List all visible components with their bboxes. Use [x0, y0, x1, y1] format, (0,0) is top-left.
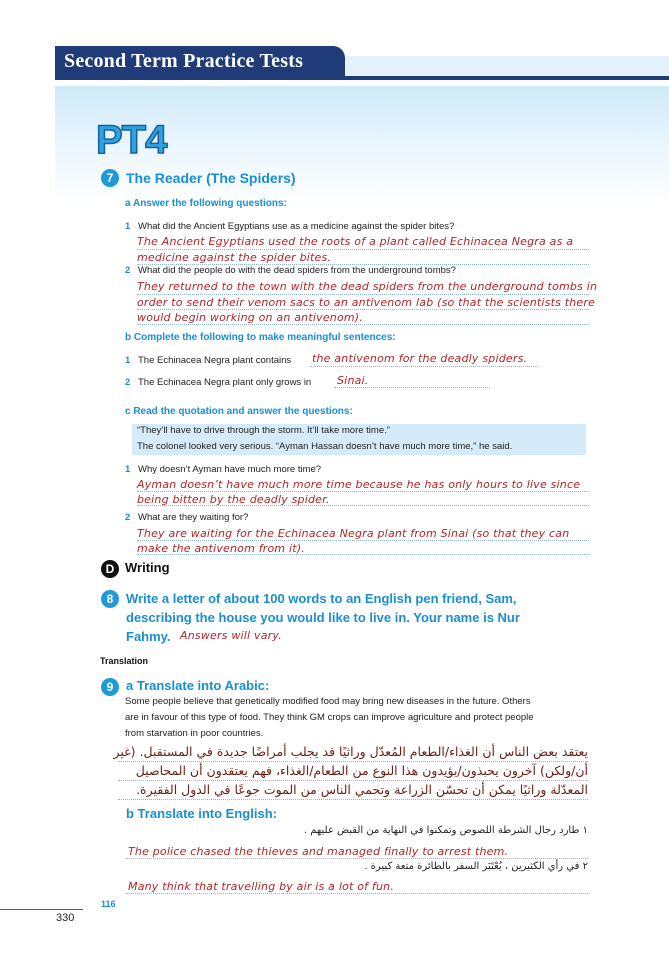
- answer-text: being bitten by the deadly spider.: [137, 493, 330, 506]
- part-b-heading: b Complete the following to make meaningful sentences:: [125, 332, 396, 343]
- writing-title: Writing: [125, 560, 170, 575]
- sentence-text: The Echinacea Negra plant only grows in: [138, 377, 312, 388]
- english-answer: Many think that travelling by air is a lot of fun.: [128, 880, 395, 893]
- answer-line: [137, 249, 589, 250]
- question-text: Why doesn’t Ayman have much more time?: [138, 464, 322, 475]
- translate-arabic-title: a Translate into Arabic:: [126, 678, 270, 693]
- translate-english-title: b Translate into English:: [126, 806, 277, 821]
- answer-text: They are waiting for the Echinacea Negra plant from Sinai (so that they can: [137, 527, 570, 540]
- answer-text: make the antivenom from it).: [137, 542, 306, 555]
- answer-line: [137, 554, 589, 555]
- page-number: 330: [56, 912, 75, 924]
- answer-line: [118, 799, 588, 800]
- answer-line: [137, 505, 589, 506]
- answer-line: [137, 491, 589, 492]
- sentence-number: 2: [125, 377, 131, 388]
- answer-line: [334, 387, 490, 388]
- answer-text: medicine against the spider bites.: [137, 251, 332, 264]
- question-number: 1: [125, 464, 131, 475]
- answer-line: [118, 761, 588, 762]
- section-7-title: The Reader (The Spiders): [126, 170, 296, 186]
- answer-line: [118, 780, 588, 781]
- answer-line: [137, 309, 589, 310]
- writing-prompt-line: describing the house you would like to live in. Your name is Nur: [126, 610, 520, 625]
- arabic-sentence: ١ طارد رجال الشرطة اللصوص وتمكنوا في النهاية من القبض عليهم .: [303, 825, 588, 836]
- answer-line: [137, 294, 589, 295]
- source-paragraph-line: from starvation in poor countries.: [125, 728, 264, 739]
- question-text: What are they waiting for?: [138, 512, 249, 523]
- question-text: What did the Ancient Egyptians use as a medicine against the spider bites?: [138, 221, 455, 232]
- part-a-heading: a Answer the following questions:: [125, 198, 287, 209]
- sentence-number: 1: [125, 355, 131, 366]
- question-number: 2: [125, 265, 131, 276]
- answer-text: the antivenom for the deadly spiders.: [312, 352, 528, 365]
- header-light-band: [345, 56, 669, 76]
- source-paragraph-line: Some people believe that genetically modified food may bring new diseases in the future. Others: [125, 696, 531, 707]
- arabic-answer-line: أن/ولكن) آخرون يحبذون/يؤيدون هذا النوع من الطعام/الغذاء، فهم يعتقدون أن المحاصيل: [135, 763, 588, 778]
- answer-text: The Ancient Egyptians used the roots of a plant called Echinacea Negra as a: [137, 235, 574, 248]
- answer-line: [126, 893, 588, 894]
- writing-answer: Answers will vary.: [180, 629, 282, 642]
- writing-prompt-line: Fahmy.: [126, 629, 171, 644]
- answer-text: would begin working on an antivenom).: [137, 311, 363, 324]
- translation-heading: Translation: [100, 656, 149, 666]
- answer-line: [310, 366, 538, 367]
- arabic-sentence: ٢ في رأي الكثيرين ، يُعْتَبَر السفر بالطائرة متعة كبيرة .: [364, 861, 588, 872]
- quotation-line: The colonel looked very serious. “Ayman Hassan doesn’t have much more time,” he said.: [137, 441, 513, 452]
- header-underline: [55, 76, 669, 80]
- answer-text: Ayman doesn’t have much more time because he has only hours to live since: [137, 478, 581, 491]
- source-paragraph-line: are in favour of this type of food. They think GM crops can improve agriculture and protect people: [125, 712, 534, 723]
- answer-text: Sinai.: [337, 374, 369, 387]
- part-c-heading: c Read the quotation and answer the questions:: [125, 406, 353, 417]
- inner-page-number: 116: [101, 899, 116, 909]
- answer-line: [126, 858, 588, 859]
- header-title: Second Term Practice Tests: [64, 50, 304, 72]
- question-8-number: 8: [101, 590, 119, 608]
- footer-rule: [0, 909, 83, 910]
- section-7-number: 7: [101, 169, 119, 187]
- writing-prompt-line: Write a letter of about 100 words to an English pen friend, Sam,: [126, 591, 517, 606]
- quotation-line: “They’ll have to drive through the storm. It’ll take more time.”: [137, 425, 390, 436]
- test-id: PT4: [96, 118, 167, 162]
- answer-text: order to send their venom sacs to an antivenom lab (so that the scientists there: [137, 296, 596, 309]
- question-text: What did the people do with the dead spiders from the underground tombs?: [138, 265, 456, 276]
- answer-line: [137, 540, 589, 541]
- english-answer: The police chased the thieves and managed finally to arrest them.: [128, 845, 509, 858]
- answer-text: They returned to the town with the dead spiders from the underground tombs in: [137, 280, 598, 293]
- question-number: 1: [125, 221, 131, 232]
- section-d-letter: D: [101, 560, 119, 578]
- sentence-text: The Echinacea Negra plant contains: [138, 355, 292, 366]
- question-9-number: 9: [101, 678, 119, 696]
- arabic-answer-line: يعتقد بعض الناس أن الغذاء/الطعام المُعدّل وراثيًا قد يجلب أمراضًا جديدة في المستقبل. (غير: [113, 744, 588, 759]
- arabic-answer-line: المعدّلة وراثيًا يمكن أن تحسّن الزراعة وتحمي الناس من الموت جوعًا في الدول الفقيرة.: [136, 782, 588, 797]
- answer-line: [137, 324, 589, 325]
- question-number: 2: [125, 512, 131, 523]
